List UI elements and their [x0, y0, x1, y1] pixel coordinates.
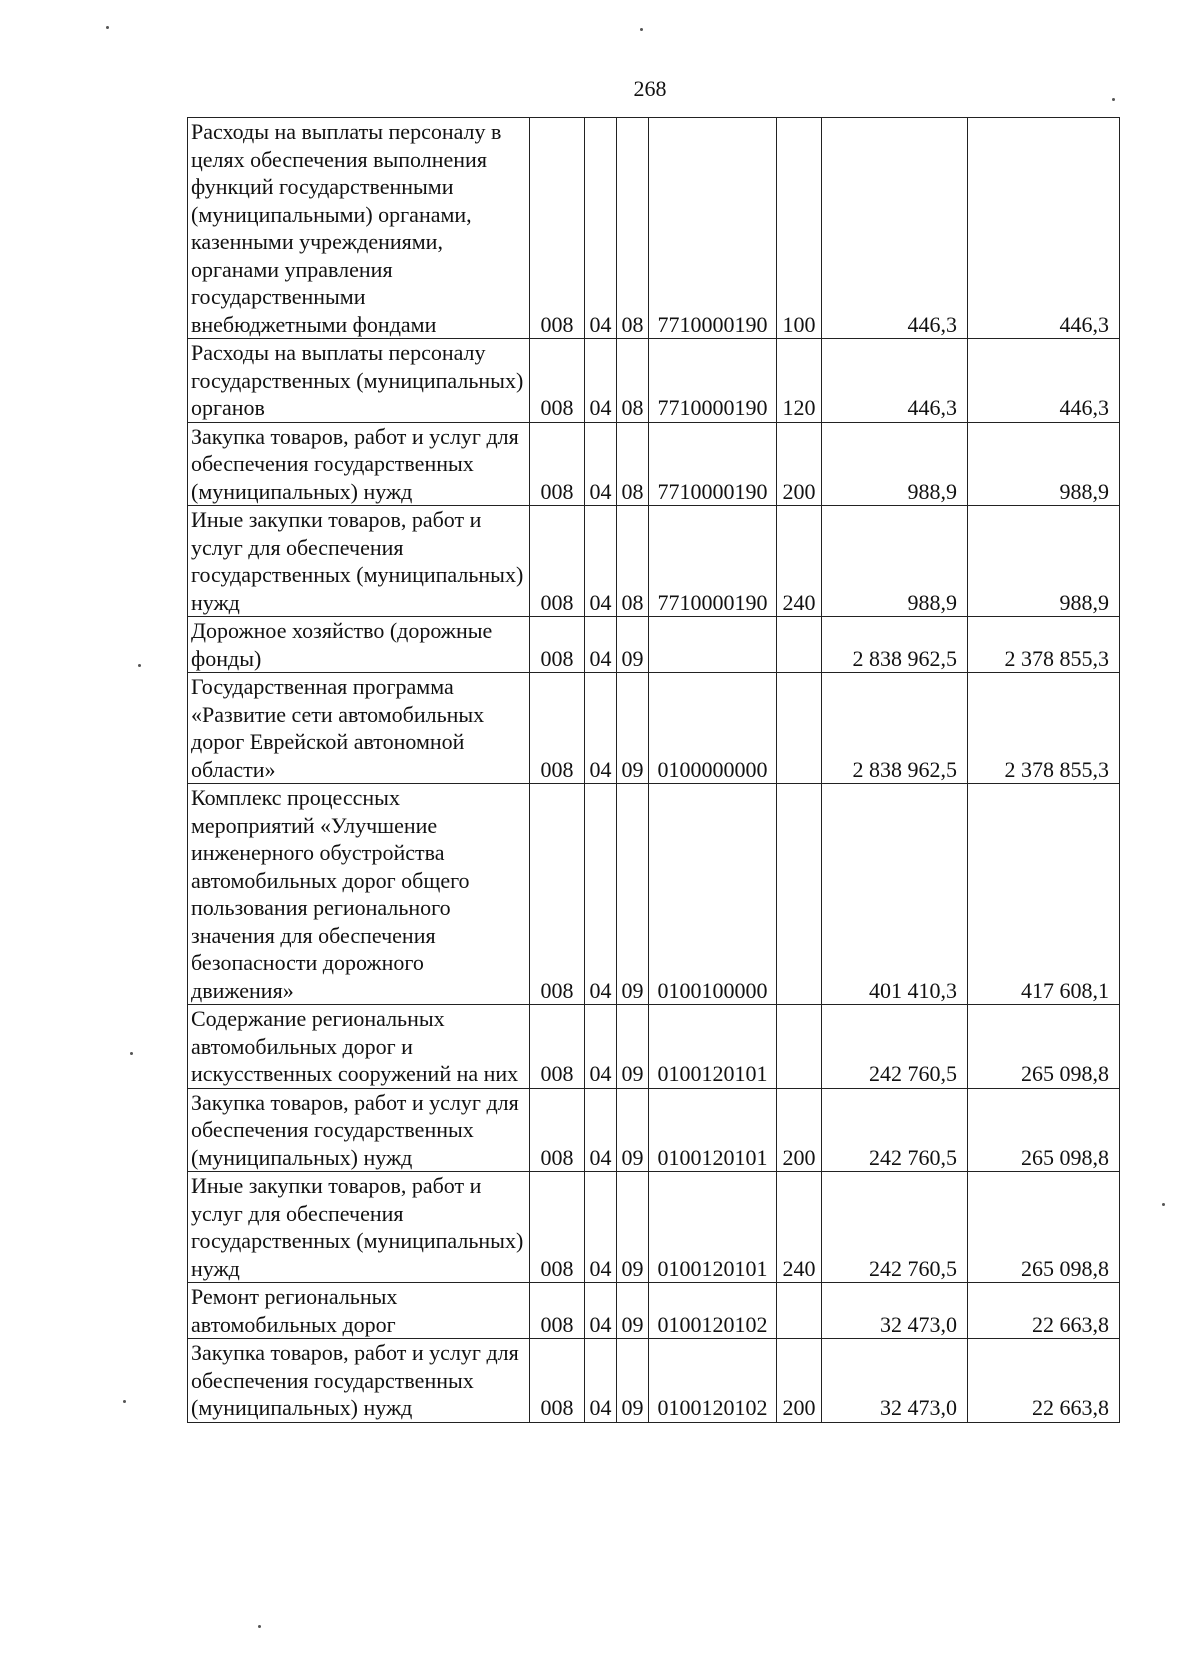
cell-sum-2: 446,3: [968, 118, 1120, 339]
cell-vr: 200: [777, 1088, 822, 1172]
cell-rz: 04: [585, 506, 617, 617]
cell-pr: 08: [617, 118, 649, 339]
cell-pr: 09: [617, 1005, 649, 1089]
cell-pr: 09: [617, 1088, 649, 1172]
cell-sum-1: 2 838 962,5: [822, 617, 968, 673]
cell-gr: 008: [530, 1172, 585, 1283]
table-row: [188, 506, 1120, 617]
scan-speck: [130, 1052, 133, 1055]
table-row: [188, 784, 1120, 1005]
cell-csr: 0100000000: [649, 673, 777, 784]
cell-pr: 08: [617, 422, 649, 506]
table-row: [188, 1172, 1120, 1283]
cell-sum-2: 988,9: [968, 422, 1120, 506]
cell-sum-1: 2 838 962,5: [822, 673, 968, 784]
table-row: [188, 422, 1120, 506]
cell-gr: 008: [530, 506, 585, 617]
table-row: [188, 673, 1120, 784]
cell-pr: 09: [617, 673, 649, 784]
cell-pr: 09: [617, 1339, 649, 1423]
cell-rz: 04: [585, 784, 617, 1005]
cell-name: Государственная программа «Развитие сети автомобильных дорог Еврейской автономной области»: [188, 673, 530, 784]
table-row: [188, 1088, 1120, 1172]
cell-sum-2: 2 378 855,3: [968, 617, 1120, 673]
cell-name: Дорожное хозяйство (дорожные фонды): [188, 617, 530, 673]
cell-vr: [777, 1005, 822, 1089]
cell-csr: [649, 617, 777, 673]
cell-gr: 008: [530, 422, 585, 506]
cell-sum-1: 242 760,5: [822, 1172, 968, 1283]
cell-name: Комплекс процессных мероприятий «Улучшение инженерного обустройства автомобильных дорог общего пользования регионального значения для обеспечения безопасности дорожного движения»: [188, 784, 530, 1005]
cell-rz: 04: [585, 118, 617, 339]
cell-csr: 0100120102: [649, 1283, 777, 1339]
cell-sum-2: 265 098,8: [968, 1005, 1120, 1089]
cell-sum-2: 2 378 855,3: [968, 673, 1120, 784]
cell-rz: 04: [585, 617, 617, 673]
cell-sum-1: 32 473,0: [822, 1339, 968, 1423]
cell-rz: 04: [585, 673, 617, 784]
cell-sum-1: 446,3: [822, 339, 968, 423]
cell-gr: 008: [530, 118, 585, 339]
cell-sum-2: 265 098,8: [968, 1172, 1120, 1283]
cell-gr: 008: [530, 1005, 585, 1089]
cell-vr: 200: [777, 422, 822, 506]
cell-sum-1: 988,9: [822, 506, 968, 617]
cell-rz: 04: [585, 1283, 617, 1339]
cell-sum-1: 446,3: [822, 118, 968, 339]
cell-rz: 04: [585, 1172, 617, 1283]
table-row: [188, 617, 1120, 673]
cell-rz: 04: [585, 1005, 617, 1089]
cell-csr: 0100120102: [649, 1339, 777, 1423]
cell-vr: 240: [777, 506, 822, 617]
cell-rz: 04: [585, 1088, 617, 1172]
cell-gr: 008: [530, 339, 585, 423]
cell-sum-2: 22 663,8: [968, 1339, 1120, 1423]
cell-name: Закупка товаров, работ и услуг для обеспечения государственных (муниципальных) нужд: [188, 1339, 530, 1423]
cell-sum-2: 446,3: [968, 339, 1120, 423]
cell-rz: 04: [585, 339, 617, 423]
cell-vr: 200: [777, 1339, 822, 1423]
scan-speck: [640, 28, 643, 31]
cell-vr: [777, 617, 822, 673]
cell-csr: 7710000190: [649, 506, 777, 617]
cell-pr: 09: [617, 1172, 649, 1283]
cell-name: Расходы на выплаты персоналу государственных (муниципальных) органов: [188, 339, 530, 423]
cell-sum-2: 22 663,8: [968, 1283, 1120, 1339]
cell-csr: 7710000190: [649, 118, 777, 339]
cell-csr: 7710000190: [649, 339, 777, 423]
scan-speck: [258, 1625, 261, 1628]
cell-gr: 008: [530, 673, 585, 784]
scan-speck: [106, 26, 109, 29]
cell-name: Расходы на выплаты персоналу в целях обеспечения выполнения функций государственными (муниципальными) органами, казенными учреждениями, органами управления государственными внебюджетными фондами: [188, 118, 530, 339]
budget-table: [187, 117, 1120, 1423]
cell-vr: [777, 673, 822, 784]
cell-rz: 04: [585, 422, 617, 506]
cell-gr: 008: [530, 1283, 585, 1339]
cell-csr: 0100120101: [649, 1172, 777, 1283]
cell-pr: 08: [617, 339, 649, 423]
cell-gr: 008: [530, 1339, 585, 1423]
cell-pr: 08: [617, 506, 649, 617]
scan-speck: [1112, 98, 1115, 101]
cell-gr: 008: [530, 1088, 585, 1172]
cell-vr: 100: [777, 118, 822, 339]
cell-name: Иные закупки товаров, работ и услуг для обеспечения государственных (муниципальных) нужд: [188, 506, 530, 617]
cell-sum-1: 242 760,5: [822, 1088, 968, 1172]
scan-speck: [138, 664, 141, 667]
cell-pr: 09: [617, 1283, 649, 1339]
cell-sum-1: 401 410,3: [822, 784, 968, 1005]
scan-speck: [1162, 1203, 1165, 1206]
cell-name: Содержание региональных автомобильных дорог и искусственных сооружений на них: [188, 1005, 530, 1089]
cell-csr: 0100100000: [649, 784, 777, 1005]
cell-name: Закупка товаров, работ и услуг для обеспечения государственных (муниципальных) нужд: [188, 1088, 530, 1172]
cell-vr: 240: [777, 1172, 822, 1283]
cell-name: Ремонт региональных автомобильных дорог: [188, 1283, 530, 1339]
scan-speck: [123, 1400, 126, 1403]
cell-csr: 7710000190: [649, 422, 777, 506]
cell-sum-1: 242 760,5: [822, 1005, 968, 1089]
cell-vr: [777, 1283, 822, 1339]
table-row: [188, 1283, 1120, 1339]
cell-gr: 008: [530, 784, 585, 1005]
cell-sum-2: 988,9: [968, 506, 1120, 617]
table-row: [188, 1339, 1120, 1423]
cell-gr: 008: [530, 617, 585, 673]
table-row: [188, 118, 1120, 339]
cell-rz: 04: [585, 1339, 617, 1423]
cell-sum-1: 988,9: [822, 422, 968, 506]
cell-sum-2: 265 098,8: [968, 1088, 1120, 1172]
cell-vr: [777, 784, 822, 1005]
cell-name: Иные закупки товаров, работ и услуг для обеспечения государственных (муниципальных) нужд: [188, 1172, 530, 1283]
cell-sum-2: 417 608,1: [968, 784, 1120, 1005]
cell-pr: 09: [617, 617, 649, 673]
cell-csr: 0100120101: [649, 1005, 777, 1089]
table-row: [188, 1005, 1120, 1089]
cell-sum-1: 32 473,0: [822, 1283, 968, 1339]
cell-vr: 120: [777, 339, 822, 423]
cell-pr: 09: [617, 784, 649, 1005]
cell-csr: 0100120101: [649, 1088, 777, 1172]
cell-name: Закупка товаров, работ и услуг для обеспечения государственных (муниципальных) нужд: [188, 422, 530, 506]
table-row: [188, 339, 1120, 423]
page-number: 268: [633, 76, 667, 101]
